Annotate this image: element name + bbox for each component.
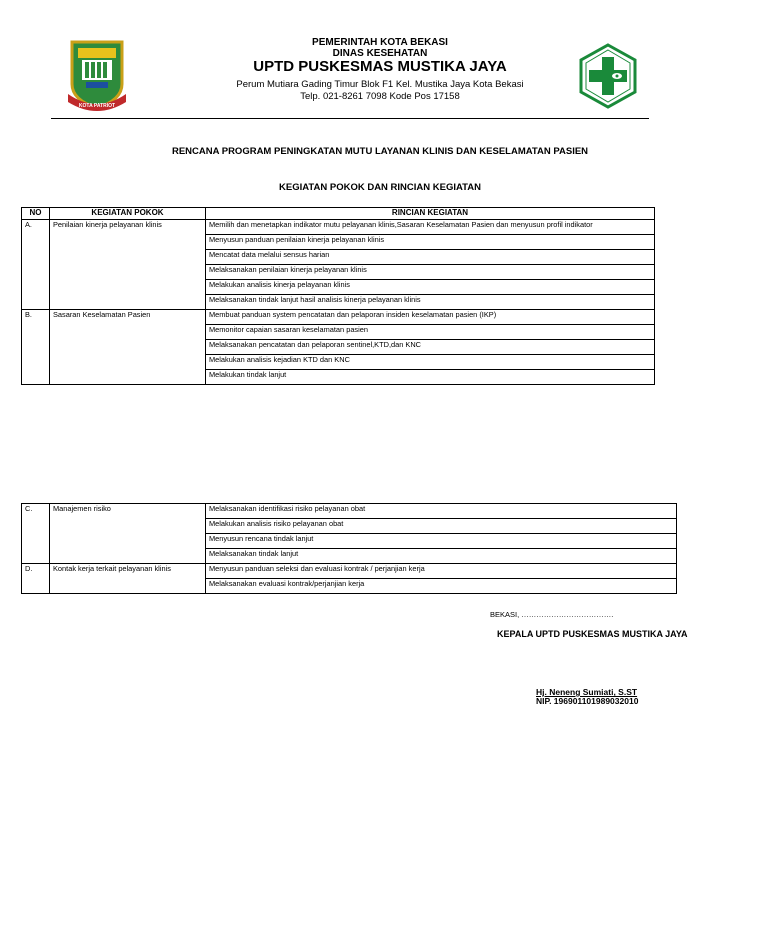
table-row (22, 310, 655, 325)
signature-name: Hj. Neneng Sumiati, S.ST (536, 687, 638, 697)
rincian-cell: Melaksanakan tindak lanjut (206, 549, 677, 564)
rincian-cell: Melakukan analisis kinerja pelayanan klinis (206, 280, 655, 295)
header-government-line: PEMERINTAH KOTA BEKASI (312, 37, 448, 48)
header-department-line: DINAS KESEHATAN (332, 48, 428, 59)
activities-table-part1 (21, 207, 655, 385)
kegiatan-pokok-cell: Penilaian kinerja pelayanan klinis (50, 220, 206, 310)
header-divider (51, 118, 649, 119)
kegiatan-pokok-cell: Manajemen risiko (50, 504, 206, 564)
rincian-cell: Melaksanakan tindak lanjut hasil analisis kinerja pelayanan klinis (206, 295, 655, 310)
rincian-cell: Melakukan analisis risiko pelayanan obat (206, 519, 677, 534)
row-number: A. (22, 220, 50, 310)
rincian-cell: Melaksanakan pencatatan dan pelaporan sentinel,KTD,dan KNC (206, 340, 655, 355)
table-row (22, 564, 677, 579)
row-number: D. (22, 564, 50, 594)
rincian-cell: Memilih dan menetapkan indikator mutu pelayanan klinis,Sasaran Keselamatan Pasien dan menyusun profil indikator (206, 220, 655, 235)
table-row (22, 220, 655, 235)
header-contact: Telp. 021-8261 7098 Kode Pos 17158 (300, 91, 460, 102)
rincian-cell: Melaksanakan evaluasi kontrak/perjanjian kerja (206, 579, 677, 594)
document-subtitle: KEGIATAN POKOK DAN RINCIAN KEGIATAN (279, 182, 481, 193)
rincian-cell: Menyusun panduan penilaian kinerja pelayanan klinis (206, 235, 655, 250)
rincian-cell: Menyusun rencana tindak lanjut (206, 534, 677, 549)
rincian-cell: Melakukan tindak lanjut (206, 370, 655, 385)
rincian-cell: Mencatat data melalui sensus harian (206, 250, 655, 265)
document-title: RENCANA PROGRAM PENINGKATAN MUTU LAYANAN KLINIS DAN KESELAMATAN PASIEN (171, 146, 589, 157)
header-kegiatan-pokok: KEGIATAN POKOK (50, 208, 206, 220)
signature-nip: NIP. 196901101989032010 (536, 696, 639, 706)
rincian-cell: Melakukan analisis kejadian KTD dan KNC (206, 355, 655, 370)
rincian-cell: Menyusun panduan seleksi dan evaluasi kontrak / perjanjian kerja (206, 564, 677, 579)
header-address: Perum Mutiara Gading Timur Blok F1 Kel. Mustika Jaya Kota Bekasi (236, 79, 524, 90)
signature-position: KEPALA UPTD PUSKESMAS MUSTIKA JAYA (497, 629, 688, 639)
row-number: C. (22, 504, 50, 564)
rincian-cell: Membuat panduan system pencatatan dan pelaporan insiden keselamatan pasien (IKP) (206, 310, 655, 325)
header-rincian-kegiatan: RINCIAN KEGIATAN (206, 208, 655, 220)
bekasi-emblem-logo (62, 38, 132, 116)
table-header-row (22, 208, 655, 220)
header-org-name: UPTD PUSKESMAS MUSTIKA JAYA (253, 58, 507, 75)
svg-text:KOTA PATRIOT: KOTA PATRIOT (78, 103, 116, 109)
kegiatan-pokok-cell: Sasaran Keselamatan Pasien (50, 310, 206, 385)
rincian-cell: Melaksanakan identifikasi risiko pelayanan obat (206, 504, 677, 519)
signature-place-date: BEKASI, ………………………………. (490, 610, 614, 619)
rincian-cell: Melaksanakan penilaian kinerja pelayanan klinis (206, 265, 655, 280)
row-number: B. (22, 310, 50, 385)
rincian-cell: Memonitor capaian sasaran keselamatan pasien (206, 325, 655, 340)
header-no: NO (22, 208, 50, 220)
kegiatan-pokok-cell: Kontak kerja terkait pelayanan klinis (50, 564, 206, 594)
table-row (22, 504, 677, 519)
activities-table-part2 (21, 503, 677, 594)
